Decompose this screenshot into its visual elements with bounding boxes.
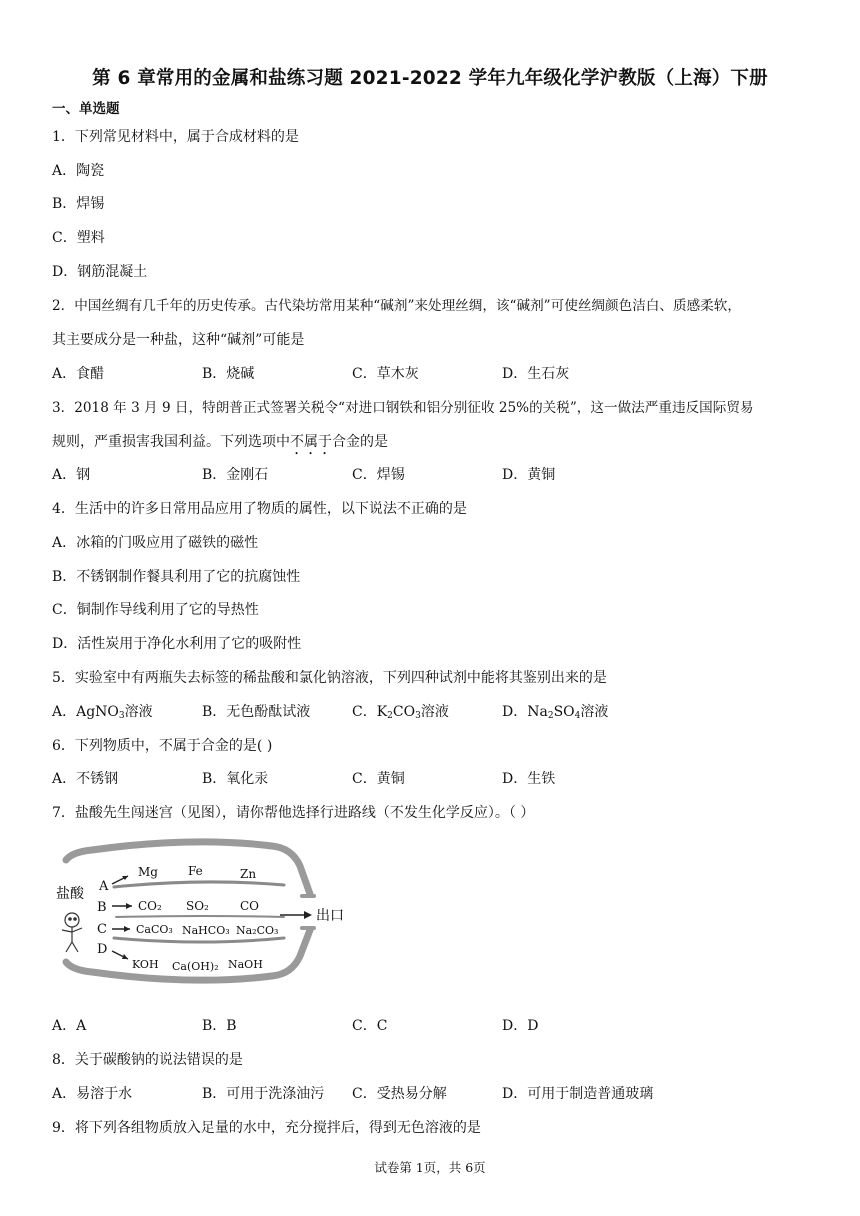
q5-c-tail: 溶液 [420,704,449,720]
question-6-option-b: B．氧化汞 [202,771,269,787]
q5-a-tail: 溶液 [124,704,153,720]
question-1-option-d: D．钢筋混凝土 [52,264,148,280]
question-3-option-c: C．焊锡 [352,467,405,483]
maze-b-item-1: CO₂ [138,899,162,913]
maze-d-item-3: NaOH [228,958,263,971]
question-5-option-d [502,702,608,726]
question-4-option-b: B．不锈钢制作餐具利用了它的抗腐蚀性 [52,569,301,585]
question-2-option-d: D．生石灰 [502,366,570,382]
page-footer: 试卷第 1页，共 6页 [374,1160,486,1175]
question-5-option-c [352,702,449,726]
question-2-option-c: C．草木灰 [352,366,419,382]
question-5-option-a [52,702,153,726]
q5-d-mid: SO [553,704,575,720]
route-label-a: A [99,879,109,894]
question-7-stem: 7．盐酸先生闯迷宫（见图），请你帮他选择行进路线（不发生化学反应）。（ ） [52,805,535,821]
maze-diagram [52,838,372,988]
maze-acid-label: 盐酸 [56,886,84,902]
q5-d-tail: 溶液 [580,704,609,720]
question-8-option-b: B．可用于洗涤油污 [202,1086,325,1102]
route-label-b: B [97,900,107,915]
question-2-option-a: A．食醋 [52,366,105,382]
maze-b-item-3: CO [240,899,260,913]
question-2-stem-line-2: 其主要成分是一种盐，这种“碱剂”可能是 [52,332,305,348]
question-8-stem: 8．关于碳酸钠的说法错误的是 [52,1052,243,1068]
question-1-option-b: B．焊锡 [52,196,105,212]
q5-d-sub-1: 2 [547,711,554,721]
route-label-d: D [97,942,108,957]
question-4-option-d: D．活性炭用于净化水利用了它的吸附性 [52,636,302,652]
question-3-stem-line-1: 3．2018 年 3 月 9 日，特朗普正式签署关税令“对进口钢铁和铝分别征收 25%的关税”，这一做法严重违反国际贸易 [52,400,754,416]
question-9-stem: 9．将下列各组物质放入足量的水中，充分搅拌后，得到无色溶液的是 [52,1120,481,1136]
question-6-stem: 6．下列物质中，不属于合金的是( ) [52,738,273,754]
q5-c-mid: CO [392,704,416,720]
maze-d-item-2: Ca(OH)₂ [172,960,219,973]
question-1-option-c: C．塑料 [52,230,105,246]
maze-exit-label: 出口 [316,908,344,924]
question-7-option-c: C．C [352,1018,388,1034]
question-3-stem-tail: 合金的是 [332,434,388,450]
question-1-stem: 1．下列常见材料中，属于合成材料的是 [52,129,299,145]
question-8-option-d: D．可用于制造普通玻璃 [502,1086,654,1102]
q5-d-sub-2: 4 [574,711,581,721]
question-4-stem: 4．生活中的许多日常用品应用了物质的属性，以下说法不正确的是 [52,501,467,517]
question-7-option-d: D．D [502,1018,539,1034]
question-2-stem-line-1: 2．中国丝绸有几千年的历史传承。古代染坊常用某种“碱剂”来处理丝绸，该“碱剂”可使丝绸颜色洁白、质感柔软， [52,298,741,314]
question-7-option-a: A．A [52,1018,87,1034]
section-heading: 一、单选题 [52,101,120,117]
question-8-option-c: C．受热易分解 [352,1086,447,1102]
question-3-option-a: A．钢 [52,467,91,483]
maze-a-item-2: Fe [188,864,203,878]
question-3-emphasis: 不属于 [290,434,332,450]
maze-c-item-2: NaHCO₃ [182,924,230,937]
maze-b-item-2: SO₂ [186,899,209,913]
question-3-option-d: D．黄铜 [502,467,556,483]
question-5-option-b: B．无色酚酞试液 [202,704,311,720]
q5-c-sub-2: 3 [415,711,421,721]
q5-a-text: A．AgNO [52,704,119,720]
question-7-option-b: B．B [202,1018,237,1034]
question-4-option-a: A．冰箱的门吸应用了磁铁的磁性 [52,535,259,551]
maze-d-item-1: KOH [132,958,159,971]
question-2-option-b: B．烧碱 [202,366,255,382]
q5-c-sub-1: 2 [387,711,393,721]
question-6-option-a: A．不锈钢 [52,771,119,787]
question-1-option-a: A．陶瓷 [52,163,105,179]
page-title: 第 6 章常用的金属和盐练习题 2021-2022 学年九年级化学沪教版（上海）下册 [92,68,768,89]
question-3-option-b: B．金刚石 [202,467,269,483]
question-3-stem-line-2 [52,432,388,458]
maze-c-item-1: CaCO₃ [136,923,173,936]
maze-a-item-3: Zn [240,867,257,881]
maze-a-item-1: Mg [138,865,158,879]
q5-c-text: C．K [352,704,388,720]
question-3-stem-text: 规则，严重损害我国利益。下列选项中 [52,434,290,450]
question-5-stem: 5．实验室中有两瓶失去标签的稀盐酸和氯化钠溶液，下列四种试剂中能将其鉴别出来的是 [52,670,607,686]
maze-c-item-3: Na₂CO₃ [236,924,279,937]
question-8-option-a: A．易溶于水 [52,1086,133,1102]
q5-a-sub: 3 [118,711,125,721]
route-label-c: C [97,922,107,937]
question-6-option-c: C．黄铜 [352,771,405,787]
question-6-option-d: D．生铁 [502,771,556,787]
q5-d-text: D．Na [502,704,548,720]
question-4-option-c: C．铜制作导线利用了它的导热性 [52,602,259,618]
